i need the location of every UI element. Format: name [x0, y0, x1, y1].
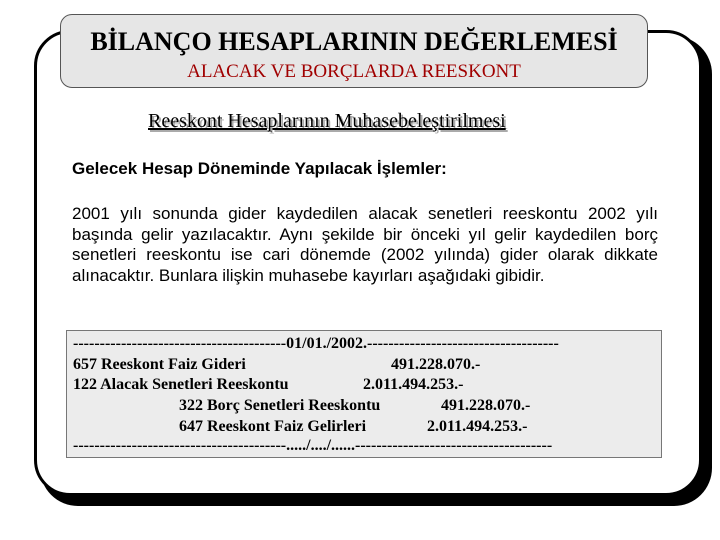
title-box [60, 14, 648, 88]
page-subtitle: ALACAK VE BORÇLARDA REESKONT [187, 61, 521, 82]
section-heading: Gelecek Hesap Döneminde Yapılacak İşlemler: [72, 159, 447, 178]
journal-entry-box [66, 330, 662, 458]
journal-account-debit-1: 657 Reeskont Faiz Gideri [73, 356, 246, 373]
journal-amount-debit-1: 491.228.070.- [391, 356, 481, 373]
journal-account-credit-1: 322 Borç Senetleri Reeskontu [179, 397, 381, 414]
journal-amount-credit-1: 491.228.070.- [441, 397, 531, 414]
section-title: Reeskont Hesaplarının Muhasebeleştirilmesi [148, 110, 506, 132]
page-title: BİLANÇO HESAPLARININ DEĞERLEMESİ [90, 27, 618, 56]
journal-account-credit-2: 647 Reeskont Faiz Gelirleri [179, 418, 367, 435]
journal-amount-debit-2: 2.011.494.253.- [363, 376, 464, 393]
journal-amount-credit-2: 2.011.494.253.- [427, 418, 528, 435]
journal-closing-line: ----------------------------------------...../..../......------------------------------------- [73, 437, 553, 454]
journal-date-line: ----------------------------------------01/01./2002.------------------------------------ [73, 335, 559, 352]
journal-account-debit-2: 122 Alacak Senetleri Reeskontu [73, 376, 289, 393]
body-paragraph: 2001 yılı sonunda gider kaydedilen alacak senetleri reeskontu 2002 yılı başında gelir yazılacaktır. Aynı şekilde bir önceki yıl gelir kaydedilen borç senetleri reeskontu ise cari dönemde (2002 yılında) gider olarak dikkate alınacaktır. Bunlara ilişkin muhasebe kayırları aşağıdaki gibidir. [72, 204, 658, 285]
